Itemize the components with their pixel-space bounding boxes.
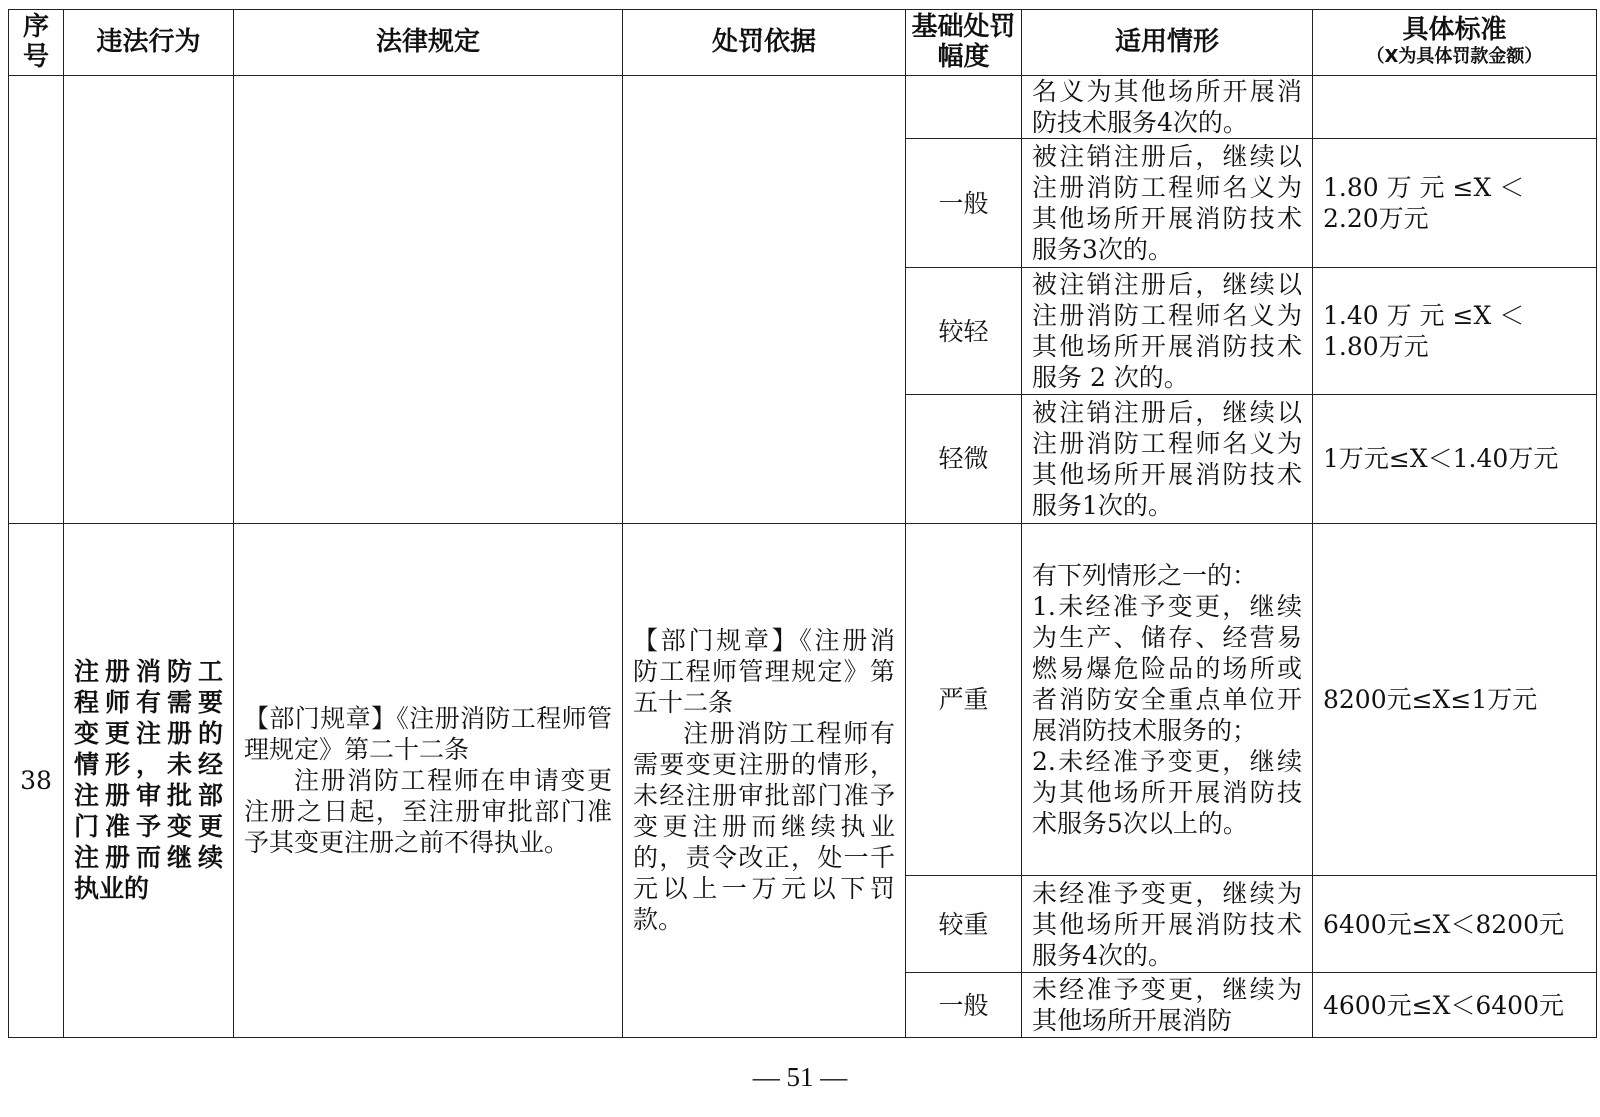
cont-basis-cell (623, 75, 906, 523)
legal-title: 【部门规章】《注册消防工程师管理规定》第二十二条 (244, 703, 612, 764)
basis-title: 【部门规章】《注册消防工程师管理规定》第五十二条 (633, 626, 895, 718)
situation-line: 有下列情形之一的： (1032, 561, 1258, 591)
basis-cell (623, 523, 906, 1037)
situation-cell: 名义为其他场所开展消防技术服务4次的。 (1022, 75, 1313, 139)
page-number: — 51 — (752, 1062, 848, 1092)
header-situation: 适用情形 (1022, 10, 1313, 76)
situation-cell: 被注销注册后，继续以注册消防工程师名义为其他场所开展消防技术服务3次的。 (1022, 139, 1313, 268)
degree-cell: 轻微 (906, 394, 1022, 523)
degree-cell (906, 75, 1022, 139)
degree-cell: 较重 (906, 876, 1022, 973)
header-standard (1313, 10, 1597, 76)
legal-text: 注册消防工程师在申请变更注册之日起，至注册审批部门准予其变更注册之前不得执业。 (244, 765, 612, 857)
table-row (9, 523, 1597, 875)
penalty-standard-table (8, 9, 1597, 1038)
standard-cell: 1.40 万 元 ≤X ＜ 1.80万元 (1313, 268, 1597, 394)
situation-cell: 未经准予变更，继续为其他场所开展消防技术服务4次的。 (1022, 876, 1313, 973)
header-seq: 序号 (9, 10, 64, 76)
cont-legal-cell (234, 75, 623, 523)
degree-cell: 较轻 (906, 268, 1022, 394)
standard-cell (1313, 75, 1597, 139)
table-row (9, 75, 1597, 139)
standard-cell: 4600元≤X＜6400元 (1313, 973, 1597, 1038)
basis-text: 注册消防工程师有需要变更注册的情形，未经注册审批部门准予变更注册而继续执业的，责令改正，处一千元以上一万元以下罚款。 (633, 719, 895, 935)
situation-cell (1022, 523, 1313, 875)
cont-seq-cell (9, 75, 64, 523)
header-row (9, 10, 1597, 76)
header-standard-title: 具体标准 (1402, 15, 1507, 46)
header-standard-note: （X为具体罚款金额） (1366, 46, 1543, 68)
standard-cell: 6400元≤X＜8200元 (1313, 876, 1597, 973)
standard-cell: 1万元≤X＜1.40万元 (1313, 394, 1597, 523)
situation-cell: 未经准予变更，继续为其他场所开展消防 (1022, 973, 1313, 1038)
degree-cell: 一般 (906, 973, 1022, 1038)
seq-cell: 38 (9, 523, 64, 1037)
degree-cell: 一般 (906, 139, 1022, 268)
header-violation: 违法行为 (64, 10, 234, 76)
standard-cell: 8200元≤X≤1万元 (1313, 523, 1597, 875)
header-basis: 处罚依据 (623, 10, 906, 76)
cont-violation-cell (64, 75, 234, 523)
situation-cell: 被注销注册后，继续以注册消防工程师名义为其他场所开展消防技术服务 2 次的。 (1022, 268, 1313, 394)
header-degree: 基础处罚幅度 (906, 10, 1022, 76)
situation-line: 2.未经准予变更，继续为其他场所开展消防技术服务5次以上的。 (1032, 747, 1302, 839)
situation-cell: 被注销注册后，继续以注册消防工程师名义为其他场所开展消防技术服务1次的。 (1022, 394, 1313, 523)
standard-cell: 1.80 万 元 ≤X ＜ 2.20万元 (1313, 139, 1597, 268)
degree-cell: 严重 (906, 523, 1022, 875)
header-legal: 法律规定 (234, 10, 623, 76)
situation-line: 1.未经准予变更，继续为生产、储存、经营易燃易爆危险品的场所或者消防安全重点单位开展消防技术服务的； (1032, 592, 1302, 746)
legal-cell (234, 523, 623, 1037)
violation-cell: 注册消防工程师有需要变更注册的情形，未经注册审批部门准予变更注册而继续执业的 (64, 523, 234, 1037)
